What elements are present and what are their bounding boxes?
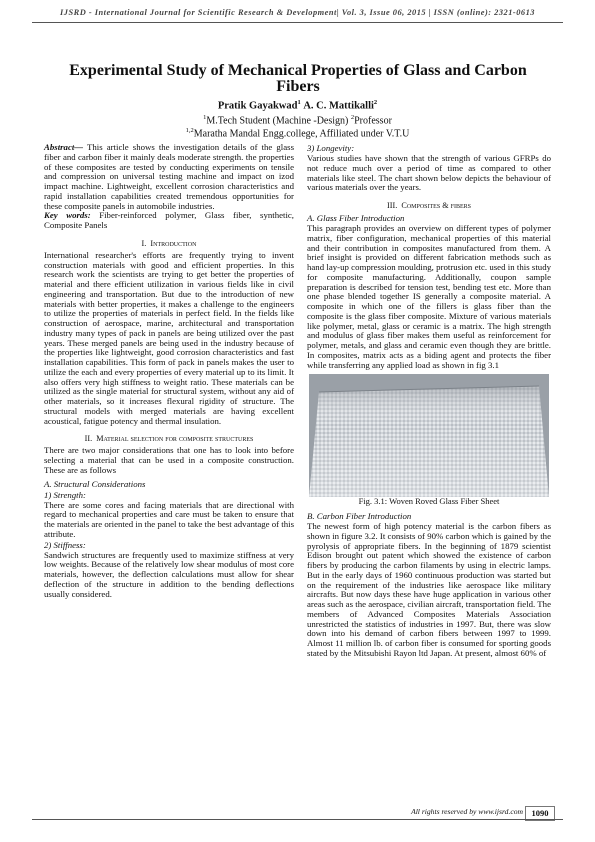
item-longevity-heading: 3) Longevity:: [307, 143, 355, 153]
sec3-title: Composites & fibers: [401, 201, 471, 210]
sec2-num: II.: [84, 434, 93, 444]
abstract: [44, 143, 294, 211]
sec1-num: I.: [141, 238, 147, 248]
keywords-text: Fiber-reinforced polymer, Glass fiber, synthetic, Composite Panels: [44, 210, 294, 230]
item-longevity-body: Various studies have shown that the strength of various GFRPs do not reduce much over a period of time as compared to other materials like steel. The chart shown below depicts the behaviour of various materials over the years.: [307, 153, 551, 193]
section-1-body: International researcher's efforts are frequently trying to invent construction materials with good and efficient properties. In this research work the scientists are trying to get better the properties of material and there efficient utilization in various fields like in civil engineering and transportation. But due to the introduction of new materials with better properties, it makes a challenge to the engineers to utilize the properties of materials in perfect field. In the fields like construction of aerospace, marine, architectural and transportation industry many types of pack in panels are being utilized over the past years. These merged panels are being used in the industry because of the properties like lightweight, good corrosion characteristics and fast installation capabilities. This form of pack in panels makes the user to utilize the each and every properties of every material up to its limit. It also offers very high stiffness to weight ratio. These materials can be utilized as the single material for structural system, without any aid of other materials, so it increases flexural rigidity of structure. The structural models with merged materials are having excellent acoustical, fatigue potency and thermal insulation.: [44, 249, 294, 426]
aff-institute-sup: 1,2: [185, 127, 194, 134]
subsection-2a-heading: A. Structural Considerations: [44, 478, 146, 489]
right-column: [307, 143, 551, 659]
item-strength-body: There are some cores and facing materials that are directional with regard to mechanical properties and care must be taken to ensure that the materials are oriented in the panel to take the best advantage of this attribute.: [44, 499, 294, 539]
item-strength-heading: 1) Strength:: [44, 489, 86, 500]
subsection-3b-heading: B. Carbon Fiber Introduction: [307, 511, 412, 521]
author-1: Pratik Gayakwad: [217, 100, 298, 112]
abstract-label: Abstract—: [44, 142, 84, 152]
left-column: [44, 143, 294, 599]
item-stiffness-heading: 2) Stiffness:: [44, 539, 86, 550]
item-stiffness-body: Sandwich structures are frequently used to maximize stiffness at very low weights. Because of the relatively low shear modulus of most core materials, however, the deflection calculations must allow for shear deflection of the structure in addition to the bending deflections usually considered.: [44, 549, 294, 599]
author-2: A. C. Mattikalli: [303, 100, 374, 112]
header-rule: [32, 22, 563, 23]
sec3-num: III.: [387, 201, 398, 210]
section-2-heading: [44, 433, 294, 444]
author-1-sup: 1: [297, 99, 301, 106]
subsection-3a-heading: A. Glass Fiber Introduction: [307, 213, 405, 223]
woven-glass-fiber-figure: [309, 374, 549, 497]
keywords-label: Key words:: [44, 210, 91, 221]
subsection-3b-body: The newest form of high potency material is the carbon fibers as shown in figure 3.2. It consists of 90% carbon which is gained by the pyrolysis of appropriate fibers. In the beginning of 1879 scientist Edison brought out patent which showed the existence of carbon fibers by producing the carbon filaments by using in electric lamps. But in the early days of 1960 continuous production was started but on the requirement of the industries like aerospace like military aircrafts. But now days these have huge application in various other areas such as the aerospace, civilian aircraft, transportation field. The members of Advanced Composites Materials Association unrestricted the statistics of industries in 1997. But, there was slow down into his demand of carbon fibers between 1997 to 1999. Almost 11 million lb. of carbon fiber is consumed for sporting goods stated by the Mitsubishi Rayon ltd Japan. At present, almost 60% of: [307, 521, 551, 658]
affiliation-line-2: [0, 125, 595, 140]
aff2-role: Professor: [354, 115, 392, 127]
aff2-sup: 2: [350, 114, 355, 121]
page-number: 1090: [525, 806, 555, 821]
footer-rights: All rights reserved by www.ijsrd.com: [411, 807, 523, 816]
sec1-title: Introduction: [150, 238, 197, 248]
aff1-sup: 1: [203, 114, 207, 121]
sec2-title: Material selection for composite structures: [96, 434, 254, 444]
keywords: [44, 211, 294, 231]
paper-title: Experimental Study of Mechanical Properties of Glass and Carbon Fibers: [69, 62, 527, 95]
author-2-sup: 2: [373, 99, 378, 106]
footer-rule: [32, 819, 563, 820]
aff1-role: M.Tech Student (Machine -Design): [206, 115, 349, 127]
figure-caption: Fig. 3.1: Woven Roved Glass Fiber Sheet: [358, 496, 500, 507]
abstract-text: This article shows the investigation details of the glass fiber and carbon fiber it mainly deals moderate strength. the properties of these composites are tested by conducting experiments on tensile and compression on universal testing machine and impact on izod impact machine. Lightweight, excellent corrosion characteristics and rapid installation capabilities created tremendous opportunities for these composite panels in automobile industries.: [44, 142, 294, 211]
author-line: [0, 99, 595, 112]
section-2-body: There are two major considerations that one has to look into before selecting a material that can be used in a composite construction. These are as follows: [44, 445, 294, 475]
aff-institute: Maratha Mandal Engg.college, Affiliated under V.T.U: [193, 128, 410, 140]
section-1-heading: [44, 238, 294, 249]
running-header: IJSRD - International Journal for Scientific Research & Development| Vol. 3, Issue 06, 2015 | ISSN (online): 2321-0613: [60, 8, 535, 17]
subsection-3a-body: This paragraph provides an overview on different types of polymer matrix, fiber configuration, mechanical properties of this material and their contribution in composites manufactured from them. A brief insight is provided on different fabrication methods such as hand lay-up compression moulding, protrusion etc. used in this study for composite manufacturing. Additionally, coupon sample preparation is described for tension test, bending test etc. More than one phase blended together IS generally a composite material. A composite in which one of the fillers is glass fiber than the composite is the glass fiber composite. Mixture of various materials like polymer, metal, glass or ceramic is a matrix. The high strength and modulus of glass fiber makes them useful as reinforcement for polymer, metals, and glass and ceramic even though they are brittle. In composites, matrix acts as a biding agent and protects the fiber while transferring any applied load as shown in fig 3.1: [307, 223, 551, 370]
section-3-heading: [307, 200, 551, 211]
